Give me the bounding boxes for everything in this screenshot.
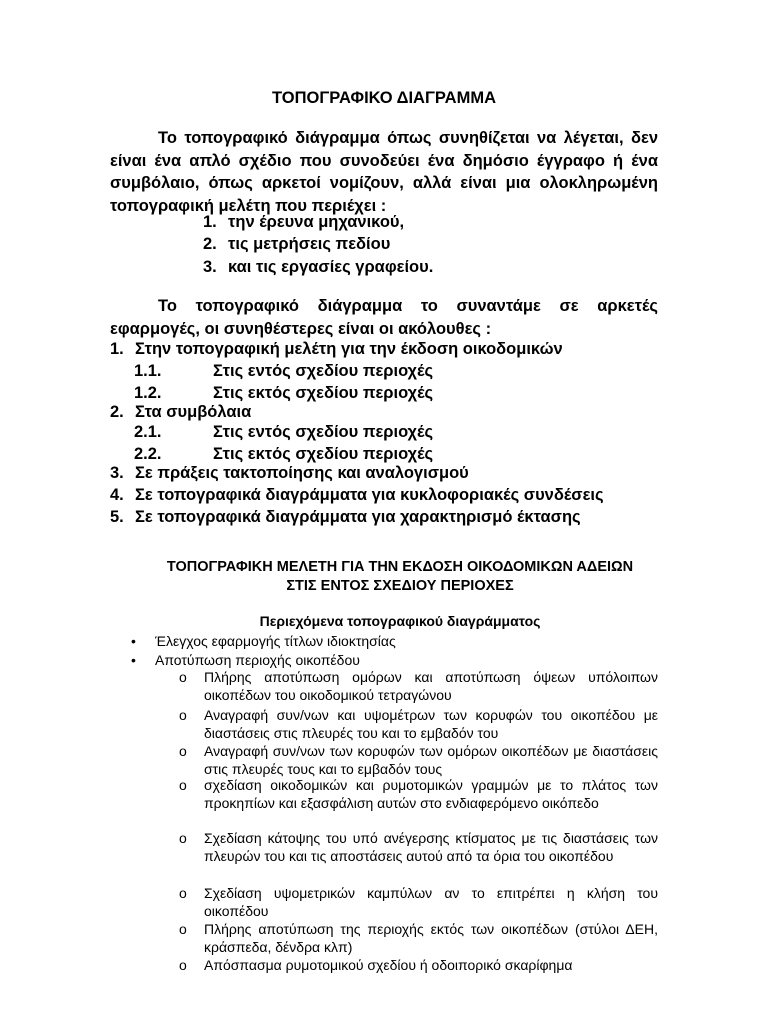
contents-title: Περιεχόμενα τοπογραφικού διαγράμματος bbox=[259, 613, 541, 629]
sub-bullet-text: Σχεδίαση υψομετρικών καμπύλων αν το επιτρέπει η κλήση του οικοπέδου bbox=[204, 885, 658, 919]
list-number: 2. bbox=[110, 403, 124, 421]
circle-bullet-icon: o bbox=[179, 830, 187, 846]
list-text: Στις εντός σχεδίου περιοχές bbox=[213, 362, 434, 380]
sub-bullet-text: Πλήρης αποτύπωση της περιοχής εκτός των οικοπέδων (στύλοι ΔΕΗ, κράσπεδα, δένδρα κλπ) bbox=[204, 921, 658, 955]
bullet-item bbox=[131, 632, 396, 650]
list-number: 4. bbox=[110, 486, 124, 504]
circle-bullet-icon: o bbox=[179, 921, 187, 937]
application-item bbox=[110, 506, 581, 529]
list-text: Στις εντός σχεδίου περιοχές bbox=[213, 423, 434, 441]
application-subitem bbox=[134, 421, 433, 444]
list-text: Στην τοπογραφική μελέτη για την έκδοση οικοδομικών bbox=[135, 340, 563, 358]
intro-paragraph bbox=[110, 127, 658, 217]
bullet-text: Έλεγχος εφαρμογής τίτλων ιδιοκτησίας bbox=[155, 633, 396, 649]
sub-bullet-item bbox=[179, 668, 658, 704]
sub-bullet-item bbox=[179, 776, 658, 812]
application-subitem bbox=[134, 360, 433, 383]
list-number: 1.1. bbox=[134, 362, 162, 380]
section-title-line-1: ΤΟΠΟΓΡΑΦΙΚΗ ΜΕΛΕΤΗ ΓΙΑ ΤΗΝ ΕΚΔΟΣΗ ΟΙΚΟΔΟΜΙΚΩΝ ΑΔΕΙΩΝ bbox=[166, 559, 634, 575]
list-text: Στις εκτός σχεδίου περιοχές bbox=[213, 445, 434, 463]
circle-bullet-icon: o bbox=[179, 743, 187, 759]
intro-list-item bbox=[203, 233, 390, 256]
bullet-dot-icon: • bbox=[131, 633, 136, 649]
bullet-dot-icon: • bbox=[131, 652, 136, 668]
list-number: 2.1. bbox=[134, 423, 162, 441]
circle-bullet-icon: o bbox=[179, 669, 187, 685]
application-item bbox=[110, 338, 563, 361]
bullet-text: Αποτύπωση περιοχής οικοπέδου bbox=[155, 652, 360, 668]
applications-paragraph bbox=[110, 295, 658, 340]
applications-intro-text: Το τοπογραφικό διάγραμμα το συναντάμε σε αρκετές εφαρμογές, οι συνηθέστερες είναι οι ακόλουθες : bbox=[110, 297, 658, 338]
sub-bullet-text: Σχεδίαση κάτοψης του υπό ανέγερσης κτίσματος με τις διαστάσεις των πλευρών του και τις αποστάσεις αυτού από τα όρια του οικοπέδου bbox=[204, 830, 658, 864]
list-number: 1. bbox=[110, 340, 124, 358]
intro-list-item bbox=[203, 256, 433, 279]
application-item bbox=[110, 484, 604, 507]
document-title: ΤΟΠΟΓΡΑΦΙΚΟ ΔΙΑΓΡΑΜΜΑ bbox=[271, 89, 496, 107]
sub-bullet-text: Αναγραφή συν/νων των κορυφών των ομόρων οικοπέδων με διαστάσεις στις πλευρές τους και το εμβαδόν τους bbox=[204, 743, 658, 777]
list-text: τις μετρήσεις πεδίου bbox=[228, 235, 391, 253]
list-text: Σε τοπογραφικά διαγράμματα για κυκλοφοριακές συνδέσεις bbox=[135, 486, 604, 504]
sub-bullet-item bbox=[179, 706, 658, 742]
list-number: 3. bbox=[203, 258, 217, 276]
circle-bullet-icon: o bbox=[179, 707, 187, 723]
intro-list-item bbox=[203, 211, 404, 234]
sub-bullet-text: Απόσπασμα ρυμοτομικού σχεδίου ή οδοιπορικό σκαρίφημα bbox=[204, 957, 573, 973]
list-text: Στις εκτός σχεδίου περιοχές bbox=[213, 384, 434, 402]
sub-bullet-item bbox=[179, 884, 658, 920]
sub-bullet-item bbox=[179, 956, 658, 974]
circle-bullet-icon: o bbox=[179, 957, 187, 973]
sub-bullet-item bbox=[179, 742, 658, 778]
list-number: 2.2. bbox=[134, 445, 162, 463]
list-text: την έρευνα μηχανικού, bbox=[228, 213, 405, 231]
intro-text: Το τοπογραφικό διάγραμμα όπως συνηθίζεται να λέγεται, δεν είναι ένα απλό σχέδιο που συνοδεύει ένα δημόσιο έγγραφο ή ένα συμβόλαιο, όπως αρκετοί νομίζουν, αλλά είναι μια ολοκληρωμένη τοπογραφική μελέτη που περιέχει : bbox=[110, 129, 658, 215]
bullet-item bbox=[131, 651, 360, 669]
sub-bullet-item bbox=[179, 920, 658, 956]
list-number: 3. bbox=[110, 464, 124, 482]
list-text: Στα συμβόλαια bbox=[135, 403, 252, 421]
circle-bullet-icon: o bbox=[179, 885, 187, 901]
list-number: 1.2. bbox=[134, 384, 162, 402]
circle-bullet-icon: o bbox=[179, 777, 187, 793]
sub-bullet-text: Πλήρης αποτύπωση ομόρων και αποτύπωση όψεων υπόλοιπων οικοπέδων του οικοδομικού τετραγώνου bbox=[204, 669, 658, 703]
section-title-line-2: ΣΤΙΣ ΕΝΤΟΣ ΣΧΕΔΙΟΥ ΠΕΡΙΟΧΕΣ bbox=[286, 578, 514, 594]
list-number: 5. bbox=[110, 508, 124, 526]
sub-bullet-text: σχεδίαση οικοδομικών και ρυμοτομικών γραμμών με το πλάτος των προκηπίων και εξασφάλιση αυτών στο ενδιαφερόμενο οικόπεδο bbox=[204, 777, 658, 811]
application-item bbox=[110, 462, 469, 485]
list-text: Σε πράξεις τακτοποίησης και αναλογισμού bbox=[135, 464, 469, 482]
list-text: και τις εργασίες γραφείου. bbox=[228, 258, 434, 276]
list-number: 2. bbox=[203, 235, 217, 253]
list-number: 1. bbox=[203, 213, 217, 231]
sub-bullet-item bbox=[179, 829, 658, 865]
sub-bullet-text: Αναγραφή συν/νων και υψομέτρων των κορυφών του οικοπέδου με διαστάσεις στις πλευρές του και το εμβαδόν του bbox=[204, 707, 658, 741]
list-text: Σε τοπογραφικά διαγράμματα για χαρακτηρισμό έκτασης bbox=[135, 508, 581, 526]
